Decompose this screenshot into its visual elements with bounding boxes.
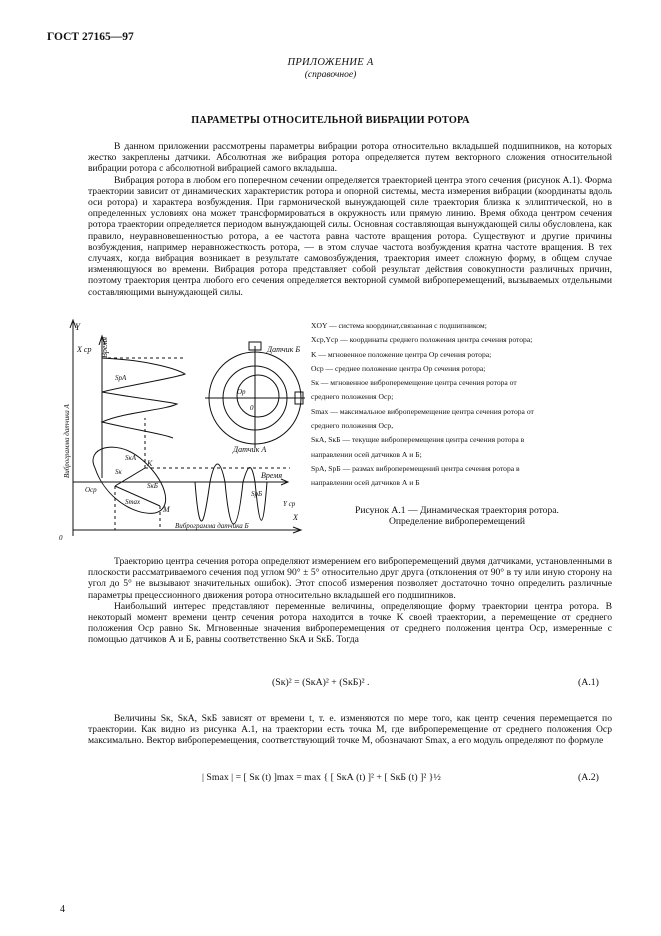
equation-a2-number: (А.2): [578, 772, 599, 783]
fig-label-ocp: Оср: [85, 486, 97, 494]
fig-label-sk: Sк: [115, 468, 122, 476]
legend-line: K — мгновенное положение центра Ор сечения ротора;: [311, 349, 492, 359]
body-paragraph-2: Наибольший интерес представляют переменные величины, определяющие форму траектории центра ротора. В некоторый момент времени центр сечения ротора находится в точке K своей траектории, а перемещение от среднего положения Оср равно Sк. Мгновенные значения виброперемещения от среднего положения центра Оср, измеренные с помощью датчиков А и Б, равны соответственно SкА и SкБ. Тогда: [88, 600, 612, 646]
fig-label-m: M: [163, 505, 170, 514]
legend-line: Sк — мгновенное виброперемещение центра сечения ротора от: [311, 378, 517, 388]
fig-label-sbp: SрБ: [251, 490, 263, 498]
fig-label-time-right: Время: [261, 471, 283, 480]
legend-line: Оср — среднее положение центра Ор сечения ротора;: [311, 363, 486, 373]
fig-label-sap: SрА: [115, 374, 127, 382]
legend-line: направлении осей датчиков А и Б;: [311, 449, 422, 459]
body-text: [88, 556, 612, 646]
rotor-trajectory-figure: [55, 318, 305, 543]
fig-label-op: Ор: [237, 388, 246, 396]
fig-label-skb: SкБ: [147, 482, 158, 490]
figure-caption-line-1: Рисунок А.1 — Динамическая траектория ротора.: [355, 505, 559, 516]
appendix-status: (справочное): [304, 70, 357, 80]
fig-label-ska: SкА: [125, 454, 137, 462]
fig-label-sensor-b: Датчик Б: [267, 345, 301, 354]
figure-caption: [322, 505, 592, 527]
body-text-2: [88, 713, 612, 747]
legend-line: среднего положения Оср,: [311, 421, 394, 431]
figure-legend: [311, 319, 611, 491]
legend-line: SкА, SкБ — текущие виброперемещения центра сечения ротора в: [311, 435, 525, 445]
intro-paragraph-2: Вибрация ротора в любом его поперечном сечении определяется траекторией центра этого сечения (рисунок А.1). Форма траектории зависит от динамических характеристик ротора и опорной системы, места измерения вибрации (координаты вдоль оси ротора) и характера возбуждения. При гармонической вынуждающей силе траектория близка к эллиптической, но в определенных условиях она может трансформироваться в окружность или прямую линию. Время обхода центром сечения ротора траектории определяется периодом вынуждающей силы. Основная составляющая вынуждающей силы обусловлена, как правило, неуравновешенностью ротора, а ее частота равна частоте вращения ротора. Существуют и другие причины возбуждения, например неравножесткость ротора, — в этом случае частота возбуждения кратна частоте вращения. В тех случаях, когда вибрация возникает в результате самовозбуждения, траектория имеет сложную форму, в общем случае изменяющуюся во времени. Вибрация ротора представляет собой результат действия совокупности различных причин, поэтому траектория центра любого его сечения определяется векторной суммой виброперемещений, вызываемых отдельными составляющими вынуждающей силы.: [88, 174, 612, 298]
rotor-section: [237, 375, 279, 417]
fig-label-time-top: Время: [100, 336, 109, 358]
legend-line: среднего положения Оср;: [311, 392, 394, 402]
fig-label-x: X: [293, 513, 298, 522]
fig-label-y: Y: [75, 322, 81, 332]
fig-label-vibrogram-a: Виброграмма датчика А: [63, 404, 71, 478]
fig-label-smax: Smax: [125, 498, 141, 506]
equation-a1: (Sк)² = (SкА)² + (SкБ)² .: [272, 677, 370, 688]
intro-text: [88, 141, 612, 298]
fig-label-o: 0: [250, 404, 254, 412]
legend-line: Smax — максимальное виброперемещение центра сечения ротора от: [311, 406, 534, 416]
body-paragraph-3: Величины Sк, SкА, SкБ зависят от времени t, т. е. изменяются по мере того, как центр сечения перемещается по траектории. Как видно из рисунка А.1, на траектории есть точка M, где виброперемещение от среднего положения Оср максимально. Вектор виброперемещения, соответствующий точке M, обозначают Smax, а его модуль определяют по формуле: [88, 713, 612, 747]
fig-label-sensor-a: Датчик А: [233, 445, 267, 454]
equation-a1-number: (А.1): [578, 677, 599, 688]
fig-label-xcp: X ср: [77, 345, 92, 354]
intro-paragraph-1: В данном приложении рассмотрены параметры вибрации ротора относительно вкладышей подшипников, на которых жестко закреплены датчики. Абсолютная же вибрация ротора определяется путем векторного сложения относительной вибрации ротора с абсолютной вибрацией самого вкладыша.: [88, 141, 612, 175]
legend-line: SрА, SрБ — размах виброперемещений центра сечения ротора в: [311, 463, 520, 473]
legend-line: XOY — система координат,связанная с подшипником;: [311, 321, 487, 330]
vibrogram-a-curve: [102, 358, 185, 438]
appendix-title: ПРИЛОЖЕНИЕ А: [287, 57, 374, 68]
page-number: 4: [60, 904, 65, 915]
legend-line: Xср,Yср — координаты среднего положения центра сечения ротора;: [311, 335, 533, 345]
fig-label-k: K: [147, 459, 153, 468]
fig-label-origin: 0: [59, 534, 63, 542]
section-title: ПАРАМЕТРЫ ОТНОСИТЕЛЬНОЙ ВИБРАЦИИ РОТОРА: [191, 115, 470, 126]
figure-caption-line-2: Определение виброперемещений: [388, 516, 526, 528]
legend-line: направлении осей датчиков А и Б: [311, 478, 420, 488]
fig-label-ycp: Y ср: [283, 500, 296, 508]
body-paragraph-1: Траекторию центра сечения ротора определяют измерением его виброперемещений двумя датчиками, установленными в плоскости рассматриваемого сечения под углом 90° ± 5° относительно друг друга (отклонения от 90° в ту или иную сторону на угол до 5° не вызывают значительных ошибок). Этот способ измерения позволяет достаточно точно определить различные параметры прецессионного движения ротора относительно вкладышей его подшипников.: [88, 556, 612, 601]
document-header: ГОСТ 27165—97: [47, 31, 134, 43]
equation-a2: | Smax | = [ Sк (t) ]max = max { [ SкА (t) ]² + [ SкБ (t) ]² }½: [202, 772, 441, 783]
fig-label-vibrogram-b: Виброграмма датчика Б: [175, 522, 249, 530]
